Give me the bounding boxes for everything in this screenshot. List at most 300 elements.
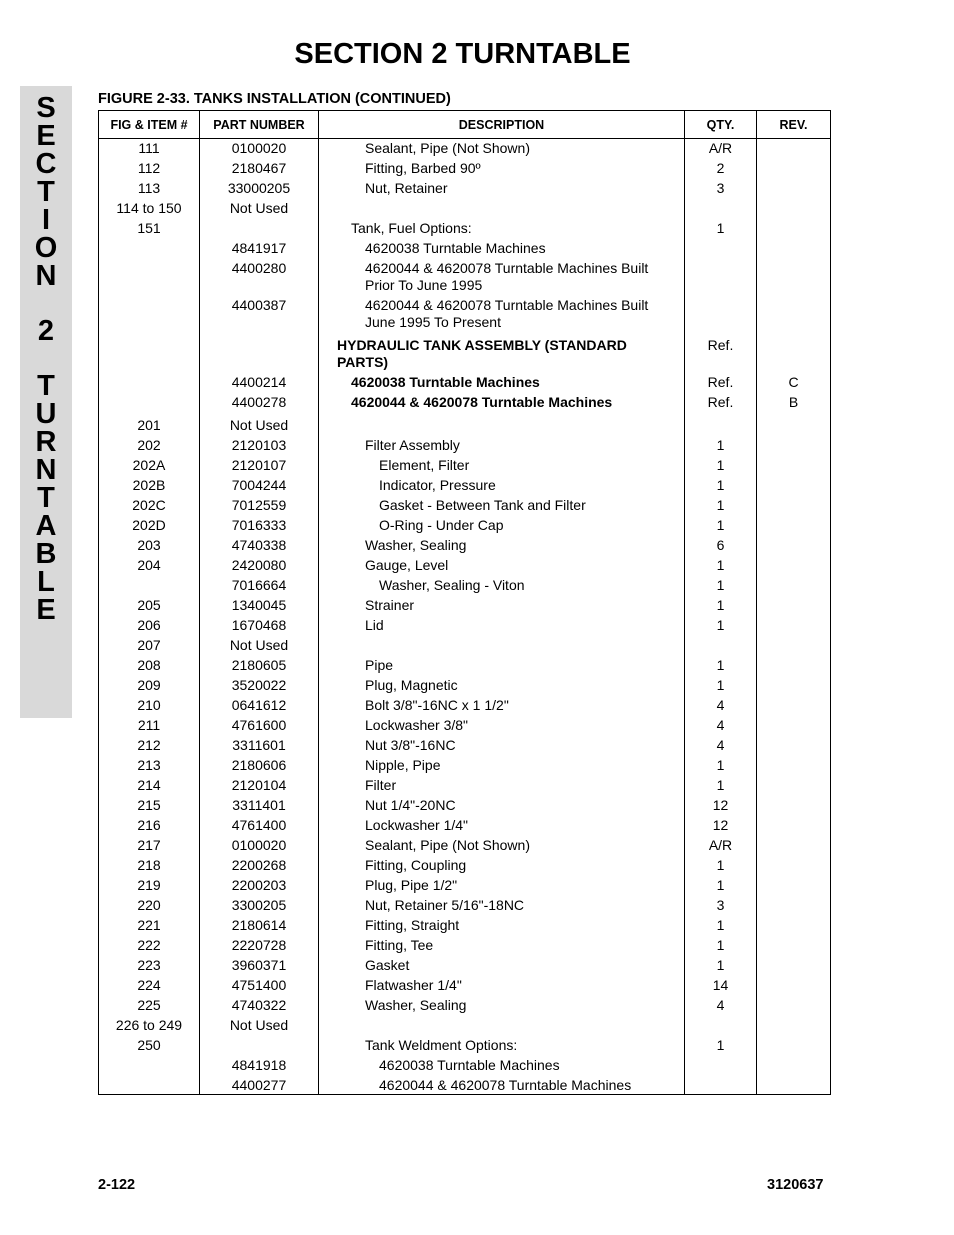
description-cell: 4620038 Turntable Machines (319, 1054, 685, 1074)
rev-cell (757, 614, 831, 634)
rev-cell (757, 974, 831, 994)
part-number-cell: 33000205 (200, 177, 319, 197)
description-cell: Washer, Sealing (319, 994, 685, 1014)
side-tab-letter: L (37, 566, 55, 598)
qty-cell: 1 (685, 754, 757, 774)
part-number-cell: 3520022 (200, 674, 319, 694)
description-cell: Nut 3/8"-16NC (319, 734, 685, 754)
item-cell: 214 (99, 774, 200, 794)
rev-cell (757, 217, 831, 237)
table-row (99, 574, 831, 594)
parts-table (98, 110, 831, 1095)
qty-cell: Ref. (685, 391, 757, 411)
item-cell: 202B (99, 474, 200, 494)
side-tab-letter: I (41, 204, 51, 236)
rev-cell (757, 177, 831, 197)
qty-cell: 3 (685, 894, 757, 914)
description-cell: 4620038 Turntable Machines (319, 371, 685, 391)
qty-cell: 1 (685, 554, 757, 574)
description-cell: Fitting, Straight (319, 914, 685, 934)
item-cell (99, 334, 200, 371)
item-cell: 210 (99, 694, 200, 714)
qty-cell: 1 (685, 454, 757, 474)
rev-cell (757, 714, 831, 734)
part-number-cell: 3960371 (200, 954, 319, 974)
description-cell: Tank Weldment Options: (319, 1034, 685, 1054)
side-tab-letter: 2 (37, 315, 55, 347)
qty-cell: 1 (685, 934, 757, 954)
table-row (99, 834, 831, 854)
rev-cell (757, 734, 831, 754)
part-number-cell: 4761600 (200, 714, 319, 734)
item-cell: 202A (99, 454, 200, 474)
item-cell: 250 (99, 1034, 200, 1054)
rev-cell (757, 1034, 831, 1054)
table-row (99, 914, 831, 934)
item-cell (99, 371, 200, 391)
table-row (99, 634, 831, 654)
side-tab-letter: T (37, 176, 55, 208)
item-cell: 217 (99, 834, 200, 854)
description-cell: 4620044 & 4620078 Turntable Machines (319, 391, 685, 411)
part-number-cell: 1340045 (200, 594, 319, 614)
item-cell: 221 (99, 914, 200, 934)
item-cell: 208 (99, 654, 200, 674)
part-number-cell: 2120107 (200, 454, 319, 474)
rev-cell (757, 994, 831, 1014)
rev-cell: B (757, 391, 831, 411)
qty-cell: 1 (685, 217, 757, 237)
qty-cell: 1 (685, 574, 757, 594)
rev-cell (757, 474, 831, 494)
description-cell (319, 1014, 685, 1034)
description-cell (319, 414, 685, 434)
item-cell: 213 (99, 754, 200, 774)
table-row (99, 854, 831, 874)
rev-cell (757, 494, 831, 514)
table-row (99, 139, 831, 158)
side-tab-letter: E (36, 120, 56, 152)
column-header-part-number: PART NUMBER (200, 111, 319, 139)
part-number-cell: 2220728 (200, 934, 319, 954)
description-cell: Nut 1/4"-20NC (319, 794, 685, 814)
table-row (99, 954, 831, 974)
rev-cell (757, 814, 831, 834)
qty-cell (685, 197, 757, 217)
qty-cell: 1 (685, 1034, 757, 1054)
section-side-tab (20, 86, 72, 718)
table-row (99, 694, 831, 714)
part-number-cell: 2180605 (200, 654, 319, 674)
item-cell (99, 574, 200, 594)
side-tab-letter: A (35, 510, 57, 542)
item-cell: 209 (99, 674, 200, 694)
table-row (99, 1014, 831, 1034)
table-row (99, 237, 831, 257)
table-row (99, 614, 831, 634)
rev-cell (757, 434, 831, 454)
item-cell: 112 (99, 157, 200, 177)
qty-cell (685, 1014, 757, 1034)
rev-cell (757, 257, 831, 294)
item-cell (99, 237, 200, 257)
description-cell: Washer, Sealing - Viton (319, 574, 685, 594)
rev-cell: C (757, 371, 831, 391)
item-cell: 222 (99, 934, 200, 954)
item-cell: 225 (99, 994, 200, 1014)
qty-cell: 1 (685, 954, 757, 974)
part-number-cell: 2180606 (200, 754, 319, 774)
table-row (99, 1074, 831, 1095)
part-number-cell (200, 334, 319, 371)
qty-cell (685, 237, 757, 257)
description-cell: Fitting, Coupling (319, 854, 685, 874)
column-header-qty: QTY. (685, 111, 757, 139)
table-row (99, 217, 831, 237)
table-row (99, 974, 831, 994)
item-cell: 202 (99, 434, 200, 454)
description-cell (319, 197, 685, 217)
description-cell: 4620038 Turntable Machines (319, 237, 685, 257)
part-number-cell: 4400214 (200, 371, 319, 391)
rev-cell (757, 534, 831, 554)
description-cell: Lockwasher 3/8" (319, 714, 685, 734)
table-row (99, 774, 831, 794)
description-cell: HYDRAULIC TANK ASSEMBLY (STANDARD PARTS) (319, 334, 685, 371)
description-cell: Nipple, Pipe (319, 754, 685, 774)
part-number-cell: 1670468 (200, 614, 319, 634)
column-header-description: DESCRIPTION (319, 111, 685, 139)
qty-cell: Ref. (685, 334, 757, 371)
item-cell: 211 (99, 714, 200, 734)
table-row (99, 157, 831, 177)
description-cell: 4620044 & 4620078 Turntable Machines Built Prior To June 1995 (319, 257, 685, 294)
table-row (99, 1034, 831, 1054)
part-number-cell: 4400280 (200, 257, 319, 294)
side-tab-letter: S (36, 92, 56, 124)
description-cell: Lid (319, 614, 685, 634)
table-row (99, 994, 831, 1014)
part-number-cell: 4751400 (200, 974, 319, 994)
description-cell: Gasket - Between Tank and Filter (319, 494, 685, 514)
part-number-cell: 2200203 (200, 874, 319, 894)
qty-cell: 1 (685, 614, 757, 634)
table-row (99, 257, 831, 294)
item-cell: 216 (99, 814, 200, 834)
description-cell: Fitting, Barbed 90º (319, 157, 685, 177)
figure-title: FIGURE 2-33. TANKS INSTALLATION (CONTINUED) (98, 91, 451, 107)
item-cell: 223 (99, 954, 200, 974)
item-cell (99, 294, 200, 331)
item-cell: 220 (99, 894, 200, 914)
rev-cell (757, 894, 831, 914)
rev-cell (757, 954, 831, 974)
description-cell: Lockwasher 1/4" (319, 814, 685, 834)
qty-cell: 1 (685, 874, 757, 894)
table-row (99, 814, 831, 834)
part-number-cell (200, 217, 319, 237)
item-cell: 226 to 249 (99, 1014, 200, 1034)
item-cell: 203 (99, 534, 200, 554)
table-header-row (99, 111, 831, 139)
table-row (99, 874, 831, 894)
table-row (99, 554, 831, 574)
rev-cell (757, 794, 831, 814)
description-cell: Filter (319, 774, 685, 794)
item-cell (99, 1054, 200, 1074)
description-cell: Indicator, Pressure (319, 474, 685, 494)
qty-cell: 12 (685, 814, 757, 834)
description-cell: Bolt 3/8"-16NC x 1 1/2" (319, 694, 685, 714)
qty-cell: Ref. (685, 371, 757, 391)
column-header-rev: REV. (757, 111, 831, 139)
description-cell: 4620044 & 4620078 Turntable Machines (319, 1074, 685, 1095)
part-number-cell: 7004244 (200, 474, 319, 494)
item-cell: 205 (99, 594, 200, 614)
column-header-item: FIG & ITEM # (99, 111, 200, 139)
table-row (99, 1054, 831, 1074)
qty-cell: 1 (685, 914, 757, 934)
side-tab-letter: N (35, 454, 57, 486)
description-cell: Fitting, Tee (319, 934, 685, 954)
part-number-cell: Not Used (200, 414, 319, 434)
qty-cell: A/R (685, 834, 757, 854)
qty-cell: 4 (685, 994, 757, 1014)
rev-cell (757, 574, 831, 594)
item-cell: 215 (99, 794, 200, 814)
item-cell: 218 (99, 854, 200, 874)
item-cell: 202C (99, 494, 200, 514)
rev-cell (757, 414, 831, 434)
part-number-cell: 0100020 (200, 139, 319, 158)
item-cell: 219 (99, 874, 200, 894)
side-tab-letter: B (35, 538, 57, 570)
part-number-cell: 4400387 (200, 294, 319, 331)
description-cell: O-Ring - Under Cap (319, 514, 685, 534)
item-cell (99, 1074, 200, 1095)
rev-cell (757, 594, 831, 614)
rev-cell (757, 294, 831, 331)
qty-cell: 4 (685, 714, 757, 734)
description-cell: Tank, Fuel Options: (319, 217, 685, 237)
rev-cell (757, 514, 831, 534)
description-cell: Washer, Sealing (319, 534, 685, 554)
description-cell: Plug, Pipe 1/2" (319, 874, 685, 894)
table-row (99, 334, 831, 371)
side-tab-letter: O (34, 232, 58, 264)
description-cell: Filter Assembly (319, 434, 685, 454)
table-row (99, 734, 831, 754)
qty-cell (685, 414, 757, 434)
table-row (99, 434, 831, 454)
item-cell: 206 (99, 614, 200, 634)
description-cell: Element, Filter (319, 454, 685, 474)
side-tab-letter: T (37, 482, 55, 514)
table-row (99, 714, 831, 734)
rev-cell (757, 634, 831, 654)
item-cell: 202D (99, 514, 200, 534)
part-number-cell: 4761400 (200, 814, 319, 834)
table-row (99, 514, 831, 534)
rev-cell (757, 157, 831, 177)
qty-cell (685, 634, 757, 654)
item-cell: 201 (99, 414, 200, 434)
item-cell: 212 (99, 734, 200, 754)
part-number-cell: 2420080 (200, 554, 319, 574)
rev-cell (757, 854, 831, 874)
rev-cell (757, 554, 831, 574)
rev-cell (757, 874, 831, 894)
part-number-cell: 2120103 (200, 434, 319, 454)
description-cell: Nut, Retainer (319, 177, 685, 197)
item-cell (99, 391, 200, 411)
item-cell (99, 257, 200, 294)
qty-cell (685, 294, 757, 331)
part-number-cell: 7016664 (200, 574, 319, 594)
description-cell: Strainer (319, 594, 685, 614)
part-number-cell: Not Used (200, 1014, 319, 1034)
part-number-cell: 4400277 (200, 1074, 319, 1095)
part-number-cell: 7016333 (200, 514, 319, 534)
table-row (99, 594, 831, 614)
qty-cell: 14 (685, 974, 757, 994)
item-cell: 151 (99, 217, 200, 237)
rev-cell (757, 754, 831, 774)
table-row (99, 414, 831, 434)
rev-cell (757, 694, 831, 714)
rev-cell (757, 914, 831, 934)
qty-cell: 1 (685, 514, 757, 534)
item-cell: 113 (99, 177, 200, 197)
qty-cell (685, 257, 757, 294)
rev-cell (757, 197, 831, 217)
table-row (99, 474, 831, 494)
table-row (99, 371, 831, 391)
qty-cell: 12 (685, 794, 757, 814)
qty-cell: 4 (685, 694, 757, 714)
part-number-cell: 0641612 (200, 694, 319, 714)
table-row (99, 674, 831, 694)
side-tab-letter: N (35, 260, 57, 292)
table-row (99, 754, 831, 774)
qty-cell: 4 (685, 734, 757, 754)
page-title: SECTION 2 TURNTABLE (294, 38, 631, 70)
part-number-cell: 3311401 (200, 794, 319, 814)
part-number-cell: Not Used (200, 634, 319, 654)
part-number-cell: 7012559 (200, 494, 319, 514)
description-cell: Sealant, Pipe (Not Shown) (319, 139, 685, 158)
table-row (99, 654, 831, 674)
description-cell: Gasket (319, 954, 685, 974)
description-cell: Pipe (319, 654, 685, 674)
qty-cell: 1 (685, 474, 757, 494)
description-cell: 4620044 & 4620078 Turntable Machines Built June 1995 To Present (319, 294, 685, 331)
table-row (99, 294, 831, 331)
part-number-cell: 2120104 (200, 774, 319, 794)
part-number-cell: 4740338 (200, 534, 319, 554)
qty-cell: 1 (685, 854, 757, 874)
qty-cell: 1 (685, 774, 757, 794)
page-number: 2-122 (98, 1177, 136, 1193)
side-tab-letter: C (35, 148, 57, 180)
qty-cell: 1 (685, 434, 757, 454)
qty-cell: 1 (685, 594, 757, 614)
rev-cell (757, 1074, 831, 1095)
table-row (99, 534, 831, 554)
description-cell: Plug, Magnetic (319, 674, 685, 694)
rev-cell (757, 654, 831, 674)
part-number-cell: Not Used (200, 197, 319, 217)
side-tab-letter: U (35, 398, 57, 430)
rev-cell (757, 1054, 831, 1074)
parts-table-body (99, 139, 831, 1095)
item-cell: 114 to 150 (99, 197, 200, 217)
qty-cell: 1 (685, 654, 757, 674)
qty-cell (685, 1054, 757, 1074)
rev-cell (757, 454, 831, 474)
qty-cell: 6 (685, 534, 757, 554)
description-cell (319, 634, 685, 654)
part-number-cell (200, 1034, 319, 1054)
rev-cell (757, 139, 831, 158)
part-number-cell: 4841918 (200, 1054, 319, 1074)
rev-cell (757, 1014, 831, 1034)
description-cell: Sealant, Pipe (Not Shown) (319, 834, 685, 854)
part-number-cell: 0100020 (200, 834, 319, 854)
description-cell: Flatwasher 1/4" (319, 974, 685, 994)
part-number-cell: 4400278 (200, 391, 319, 411)
part-number-cell: 3300205 (200, 894, 319, 914)
part-number-cell: 2200268 (200, 854, 319, 874)
part-number-cell: 2180467 (200, 157, 319, 177)
table-row (99, 494, 831, 514)
rev-cell (757, 674, 831, 694)
table-row (99, 197, 831, 217)
rev-cell (757, 237, 831, 257)
rev-cell (757, 774, 831, 794)
item-cell: 224 (99, 974, 200, 994)
table-row (99, 894, 831, 914)
qty-cell: A/R (685, 139, 757, 158)
qty-cell: 1 (685, 494, 757, 514)
part-number-cell: 4841917 (200, 237, 319, 257)
document-number: 3120637 (767, 1177, 824, 1193)
item-cell: 207 (99, 634, 200, 654)
table-row (99, 934, 831, 954)
qty-cell (685, 1074, 757, 1095)
qty-cell: 1 (685, 674, 757, 694)
part-number-cell: 3311601 (200, 734, 319, 754)
rev-cell (757, 934, 831, 954)
item-cell: 111 (99, 139, 200, 158)
qty-cell: 2 (685, 157, 757, 177)
side-tab-letter: T (37, 370, 55, 402)
table-row (99, 454, 831, 474)
table-row (99, 177, 831, 197)
rev-cell (757, 334, 831, 371)
table-row (99, 391, 831, 411)
part-number-cell: 2180614 (200, 914, 319, 934)
part-number-cell: 4740322 (200, 994, 319, 1014)
description-cell: Nut, Retainer 5/16"-18NC (319, 894, 685, 914)
rev-cell (757, 834, 831, 854)
table-row (99, 794, 831, 814)
description-cell: Gauge, Level (319, 554, 685, 574)
side-tab-letter: R (35, 426, 57, 458)
item-cell: 204 (99, 554, 200, 574)
side-tab-letter: E (36, 594, 56, 626)
qty-cell: 3 (685, 177, 757, 197)
